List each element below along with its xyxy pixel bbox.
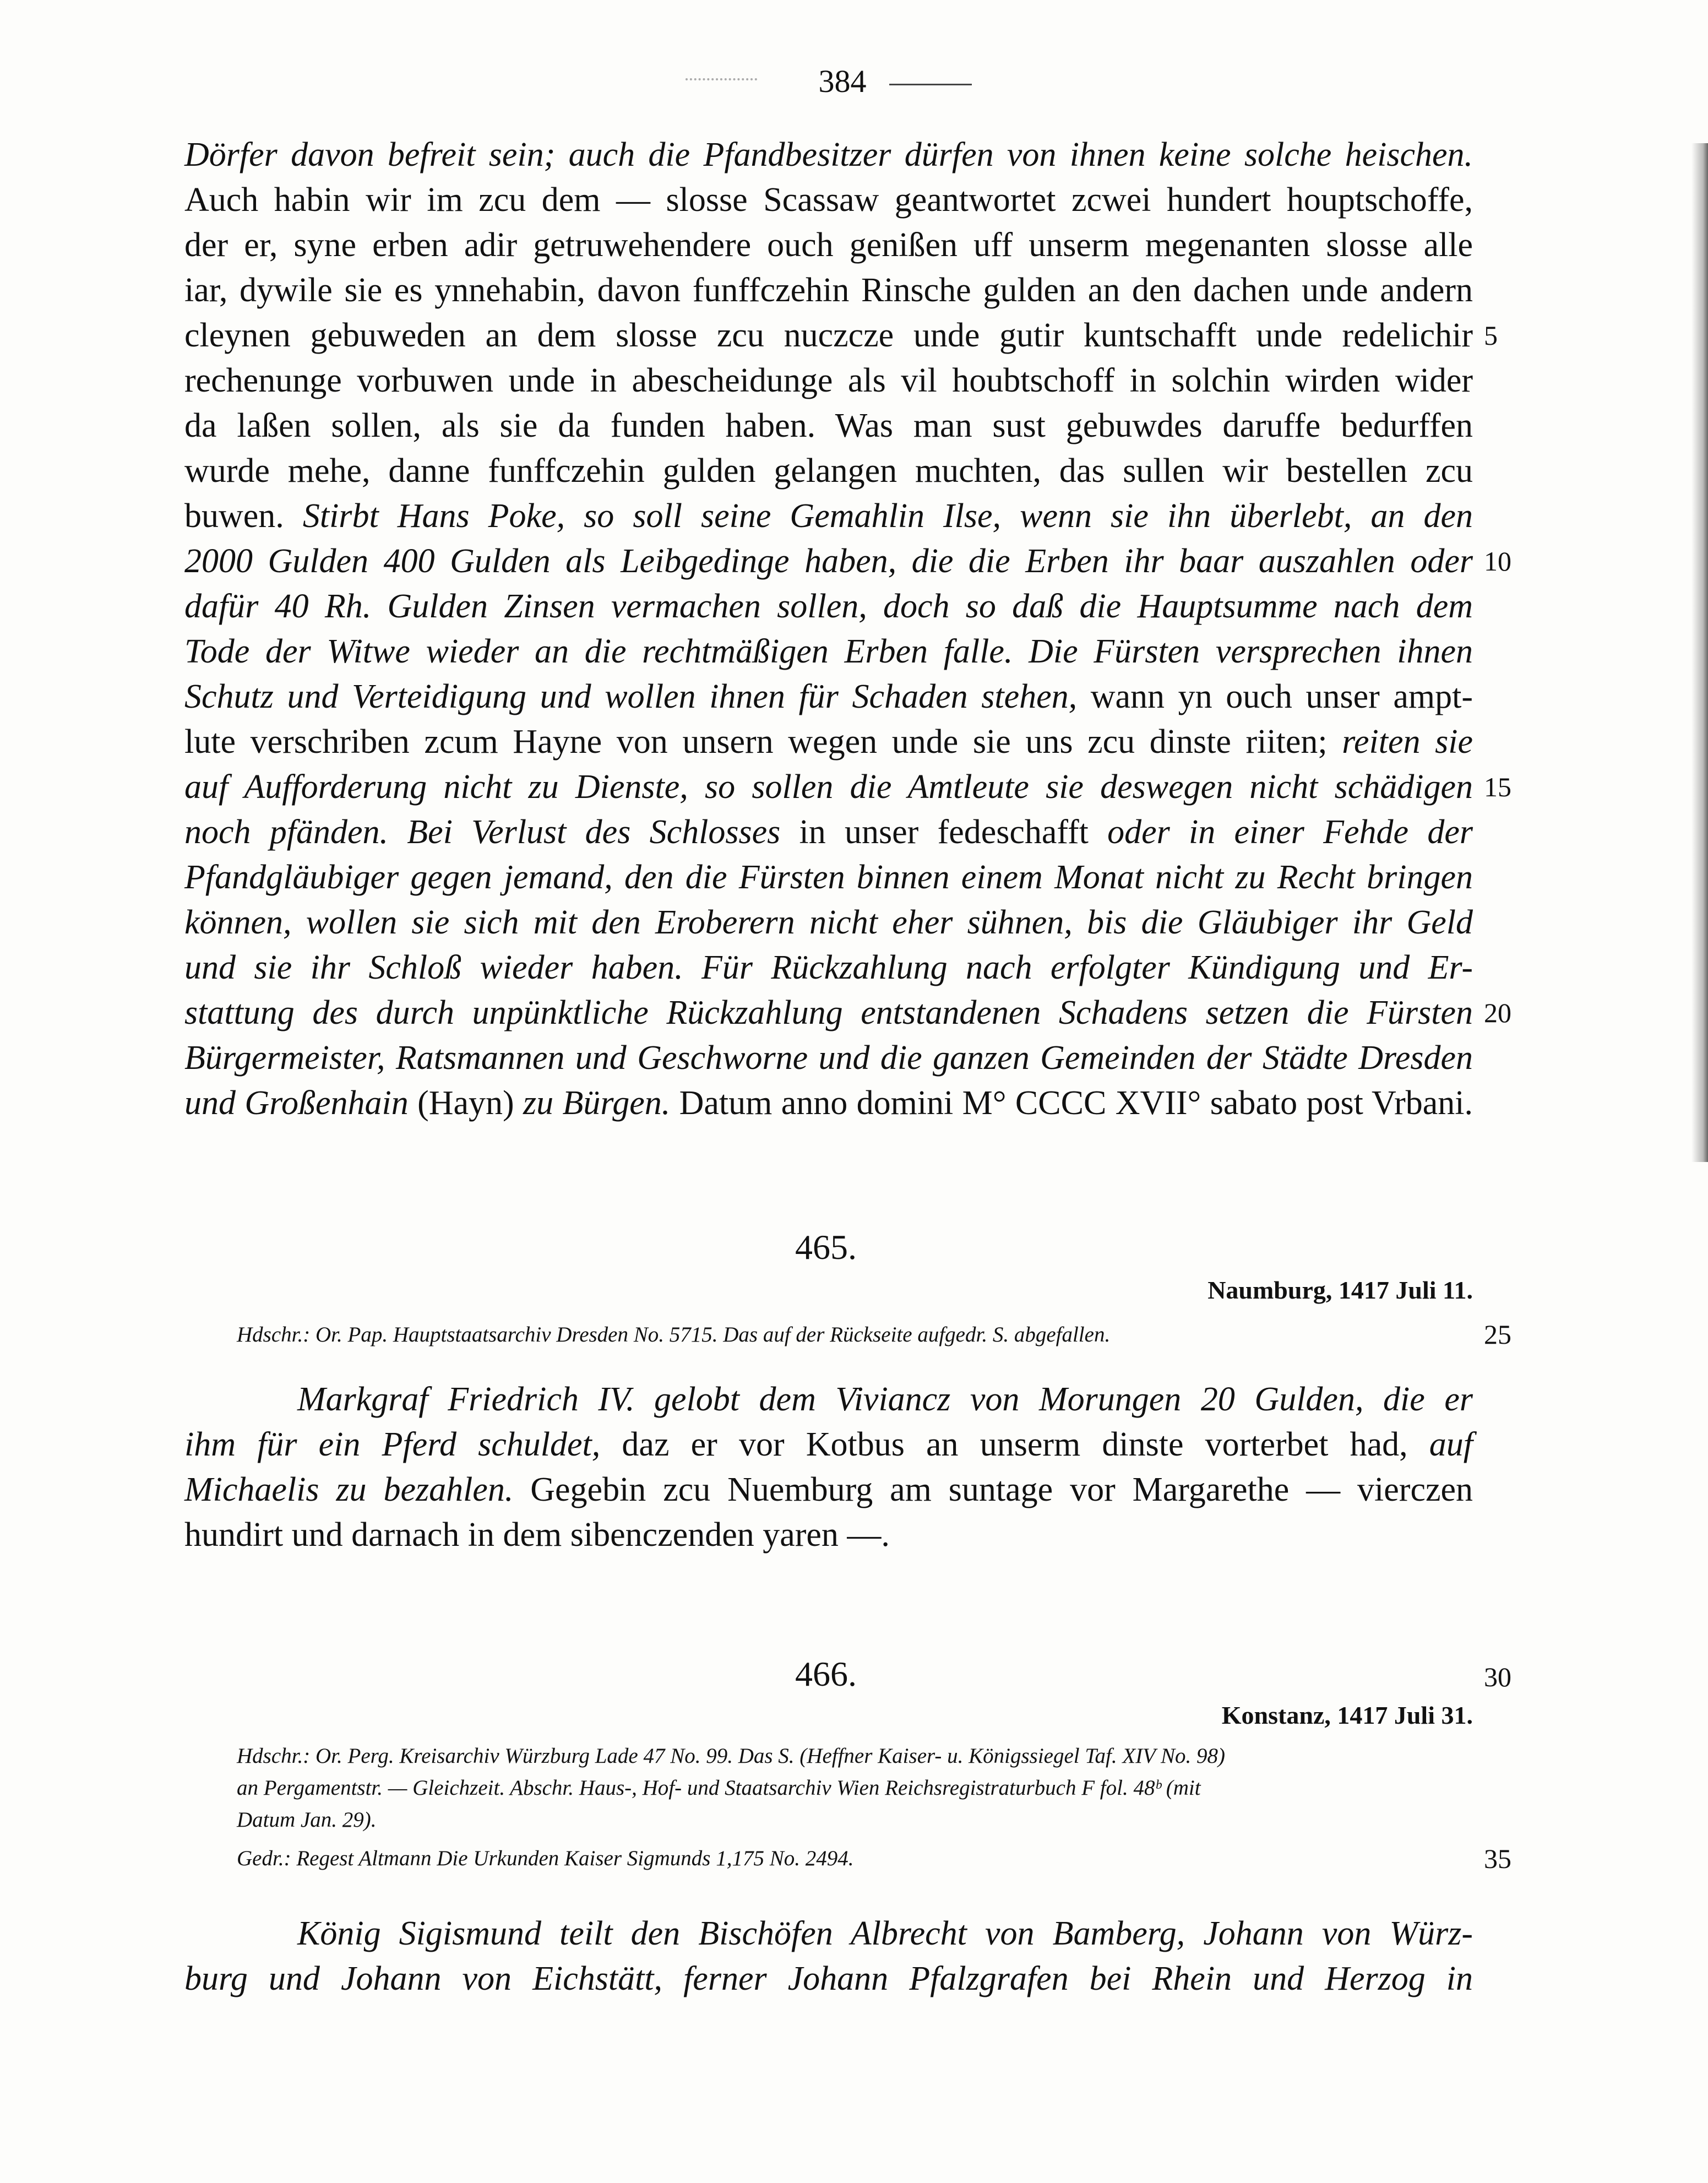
text-line: Bürgermeister, Ratsmannen und Geschworne und die ganzen Gemeinden der Städte Dresden — [184, 1039, 1473, 1077]
line-number: 15 — [1484, 772, 1511, 802]
text-line: rechenunge vorbuwen unde in abescheidunge als vil houbtschoff in solchin wirden wider — [184, 362, 1473, 399]
text-line: wurde mehe, danne funffczehin gulden gelangen muchten, das sullen wir bestellen zcu — [184, 452, 1473, 490]
text-line: stattung des durch unpünktliche Rückzahlung entstandenen Schadens setzen die Fürsten — [184, 994, 1473, 1031]
line-number: 20 — [1484, 997, 1511, 1028]
source-note: Hdschr.: Or. Perg. Kreisarchiv Würzburg Lade 47 No. 99. Das S. (Heffner Kaiser- u. Königssiegel Taf. XIV No. 98) — [237, 1744, 1226, 1768]
text-line: Tode der Witwe wieder an die rechtmäßigen Erben falle. Die Fürsten versprechen ihnen — [184, 633, 1473, 670]
line-number: 35 — [1484, 1843, 1511, 1874]
line-number: 25 — [1484, 1319, 1511, 1350]
document-number: 465. — [795, 1228, 857, 1267]
text-line: ihm für ein Pferd schuldet, daz er vor Kotbus an unserm dinste vorterbet had, auf — [184, 1426, 1473, 1463]
text-line: cleynen gebuweden an dem slosse zcu nuczcze unde gutir kuntschafft unde redelichir — [184, 317, 1473, 354]
text-line: buwen. Stirbt Hans Poke, so soll seine Gemahlin Ilse, wenn sie ihn überlebt, an den — [184, 497, 1473, 535]
page-number: 384 — [818, 63, 867, 99]
text-line: Pfandgläubiger gegen jemand, den die Fürsten binnen einem Monat nicht zu Recht bringen — [184, 859, 1473, 896]
text-line: dafür 40 Rh. Gulden Zinsen vermachen sollen, doch so daß die Hauptsumme nach dem — [184, 588, 1473, 625]
text-line: Auch habin wir im zcu dem — slosse Scassaw geantwortet zcwei hundert houptschoffe, — [184, 181, 1473, 219]
text-line: Dörfer davon befreit sein; auch die Pfandbesitzer dürfen von ihnen keine solche heischen. — [184, 136, 1473, 173]
text-line: da laßen sollen, als sie da funden haben. Was man sust gebuwdes daruffe bedurffen — [184, 407, 1473, 444]
text-line: hundirt und darnach in dem sibenczenden yaren —. — [184, 1516, 890, 1554]
text-line: 2000 Gulden 400 Gulden als Leibgedinge haben, die die Erben ihr baar auszahlen oder — [184, 542, 1473, 580]
source-note: Gedr.: Regest Altmann Die Urkunden Kaiser Sigmunds 1,175 No. 2494. — [237, 1847, 854, 1870]
document-number: 466. — [795, 1654, 857, 1693]
text-line: Michaelis zu bezahlen. Gegebin zcu Nuemburg am suntage vor Margarethe — vierczen — [184, 1471, 1473, 1508]
text-line: noch pfänden. Bei Verlust des Schlosses in unser fedeschafft oder in einer Fehde der — [184, 813, 1473, 851]
text-line: der er, syne erben adir getruwehendere ouch genißen uff unserm megenanten slosse alle — [184, 226, 1473, 264]
line-number: 30 — [1484, 1661, 1511, 1692]
source-note: an Pergamentstr. — Gleichzeit. Abschr. Haus-, Hof- und Staatsarchiv Wien Reichsregistraturbuch F fol. 48ᵇ (mit — [237, 1776, 1201, 1800]
text-line: auf Aufforderung nicht zu Dienste, so sollen die Amtleute sie deswegen nicht schädigen — [184, 768, 1473, 806]
text-line: Markgraf Friedrich IV. gelobt dem Viviancz von Morungen 20 Gulden, die er — [297, 1381, 1473, 1418]
text-line: können, wollen sie sich mit den Eroberern nicht eher sühnen, bis die Gläubiger ihr Geld — [184, 904, 1473, 941]
text-line: burg und Johann von Eichstätt, ferner Johann Pfalzgrafen bei Rhein und Herzog in — [184, 1960, 1473, 1997]
text-line: und Großenhain (Hayn) zu Bürgen. Datum anno domini M° CCCC XVII° sabato post Vrbani. — [184, 1084, 1473, 1122]
line-number: 10 — [1484, 546, 1511, 577]
place-date: Naumburg, 1417 Juli 11. — [1207, 1276, 1473, 1304]
place-date: Konstanz, 1417 Juli 31. — [1221, 1701, 1473, 1729]
page-edge-shadow — [1691, 143, 1708, 1162]
text-line: König Sigismund teilt den Bischöfen Albrecht von Bamberg, Johann von Würz- — [297, 1915, 1473, 1952]
text-line: und sie ihr Schloß wieder haben. Für Rückzahlung nach erfolgter Kündigung und Er- — [184, 949, 1473, 986]
text-line: iar, dywile sie es ynnehabin, davon funffczehin Rinsche gulden an den dachen unde andern — [184, 271, 1473, 309]
line-number: 5 — [1484, 320, 1498, 351]
source-note: Hdschr.: Or. Pap. Hauptstaatsarchiv Dresden No. 5715. Das auf der Rückseite aufgedr. S. abgefallen. — [237, 1323, 1111, 1346]
source-note: Datum Jan. 29). — [237, 1808, 377, 1832]
header-dots — [686, 78, 757, 80]
header-rule — [889, 84, 972, 85]
text-line: Schutz und Verteidigung und wollen ihnen für Schaden stehen, wann yn ouch unser ampt- — [184, 678, 1473, 715]
text-line: lute verschriben zcum Hayne von unsern wegen unde sie uns zcu dinste riiten; reiten sie — [184, 723, 1473, 761]
